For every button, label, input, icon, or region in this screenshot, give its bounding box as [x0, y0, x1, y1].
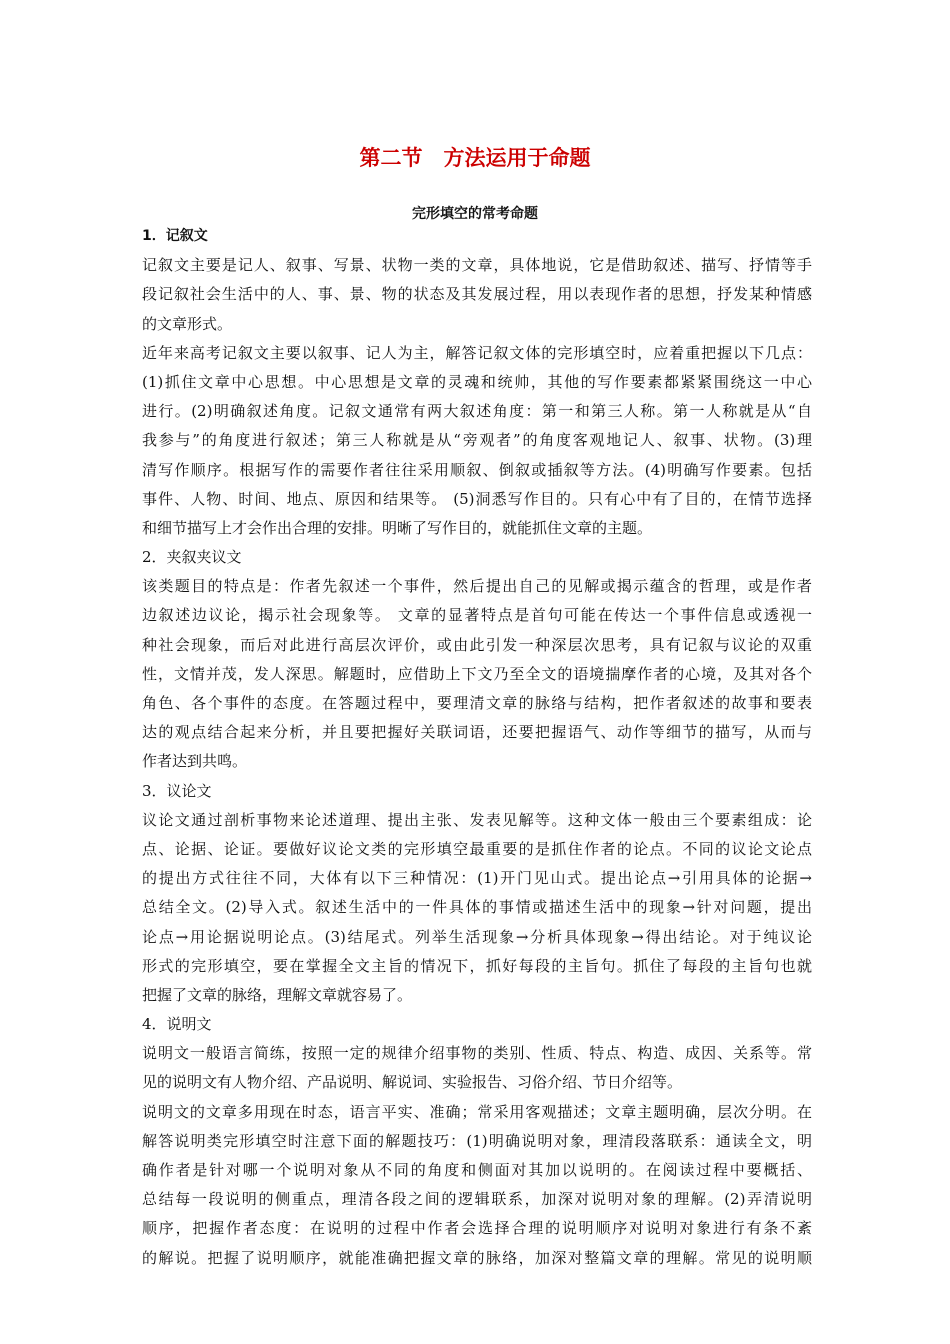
text-line: 进行。(2)明确叙述角度。记叙文通常有两大叙述角度：第一和第三人称。第一人称就是从“自: [142, 402, 812, 421]
text-line: 的解说。把握了说明顺序，就能准确把握文章的脉络，加深对整篇文章的理解。常见的说明顺: [142, 1248, 812, 1267]
section-heading: 1．记叙文: [142, 228, 208, 244]
document-body: [142, 222, 812, 1273]
section-heading: 3．议论文: [142, 781, 212, 800]
text-line: 达的观点结合起来分析，并且要把握好关联词语，还要把握语气、动作等细节的描写，从而与: [142, 723, 812, 742]
text-line: 点、论据、论证。要做好议论文类的完形填空最重要的是抓住作者的论点。不同的议论文论点: [142, 839, 812, 858]
text-line: 的文章形式。: [142, 314, 233, 333]
text-line: 确作者是针对哪一个说明对象从不同的角度和侧面对其加以说明的。在阅读过程中要概括、: [142, 1161, 812, 1179]
text-line: 该类题目的特点是：作者先叙述一个事件，然后提出自己的见解或揭示蕴含的哲理，或是作者: [142, 577, 812, 596]
text-line: 的提出方式往往不同，大体有以下三种情况：(1)开门见山式。提出论点→引用具体的论据→: [142, 869, 812, 888]
text-line: (1)抓住文章中心思想。中心思想是文章的灵魂和统帅，其他的写作要素都紧紧围绕这一中心: [142, 372, 812, 391]
text-line: 作者达到共鸣。: [142, 752, 248, 771]
text-line: 解答说明类完形填空时注意下面的解题技巧：(1)明确说明对象，理清段落联系：通读全文，明: [142, 1131, 812, 1150]
text-line: 角色、各个事件的态度。在答题过程中，要理清文章的脉络与结构，把作者叙述的故事和要表: [142, 694, 812, 712]
text-line: 顺序，把握作者态度：在说明的过程中作者会选择合理的说明顺序对说明对象进行有条不紊: [142, 1219, 812, 1238]
text-line: 种社会现象，而后对此进行高层次评价，或由此引发一种深层次思考，具有记叙与议论的双重: [142, 635, 812, 654]
text-line: 边叙述边议论，揭示社会现象等。 文章的显著特点是首句可能在传达一个事件信息或透视一: [142, 606, 812, 625]
text-line: 事件、人物、时间、地点、原因和结果等。 (5)洞悉写作目的。只有心中有了目的，在情节选择: [142, 489, 812, 508]
section-heading: 4．说明文: [142, 1015, 212, 1034]
text-line: 清写作顺序。根据写作的需要作者往往采用顺叙、倒叙或插叙等方法。(4)明确写作要素。包括: [142, 460, 812, 479]
text-line: 性，文情并茂，发人深思。解题时，应借助上下文乃至全文的语境揣摩作者的心境，及其对各个: [142, 664, 812, 683]
text-line: 议论文通过剖析事物来论述道理、提出主张、发表见解等。这种文体一般由三个要素组成：论: [142, 810, 812, 829]
text-line: 总结每一段说明的侧重点，理清各段之间的逻辑联系，加深对说明对象的理解。(2)弄清说明: [142, 1190, 812, 1209]
text-line: 段记叙社会生活中的人、事、景、物的状态及其发展过程，用以表现作者的思想，抒发某种情感: [142, 285, 812, 304]
text-line: 和细节描写上才会作出合理的安排。明晰了写作目的，就能抓住文章的主题。: [142, 518, 653, 537]
text-line: 总结全文。(2)导入式。叙述生活中的一件具体的事情或描述生活中的现象→针对问题，提出: [142, 898, 812, 917]
page-subtitle: 完形填空的常考命题: [412, 206, 538, 222]
text-line: 近年来高考记叙文主要以叙事、记人为主，解答记叙文体的完形填空时，应着重把握以下几点：: [142, 343, 812, 362]
text-line: 见的说明文有人物介绍、产品说明、解说词、实验报告、习俗介绍、节日介绍等。: [142, 1073, 683, 1092]
text-line: 形式的完形填空，要在掌握全文主旨的情况下，抓好每段的主旨句。抓住了每段的主旨句也就: [142, 956, 812, 975]
text-line: 说明文的文章多用现在时态，语言平实、准确；常采用客观描述；文章主题明确，层次分明。在: [142, 1102, 812, 1121]
text-line: 把握了文章的脉络，理解文章就容易了。: [142, 985, 413, 1004]
section-heading: 2．夹叙夹议文: [142, 548, 242, 567]
page-title: 第二节 方法运用于命题: [359, 146, 591, 170]
text-line: 论点→用论据说明论点。(3)结尾式。列举生活现象→分析具体现象→得出结论。对于纯议论: [142, 927, 812, 946]
text-line: 记叙文主要是记人、叙事、写景、状物一类的文章，具体地说，它是借助叙述、描写、抒情等手: [142, 256, 812, 275]
text-line: 说明文一般语言简练，按照一定的规律介绍事物的类别、性质、特点、构造、成因、关系等。常: [142, 1044, 812, 1063]
text-line: 我参与”的角度进行叙述；第三人称就是从“旁观者”的角度客观地记人、叙事、状物。(3)理: [142, 431, 812, 450]
